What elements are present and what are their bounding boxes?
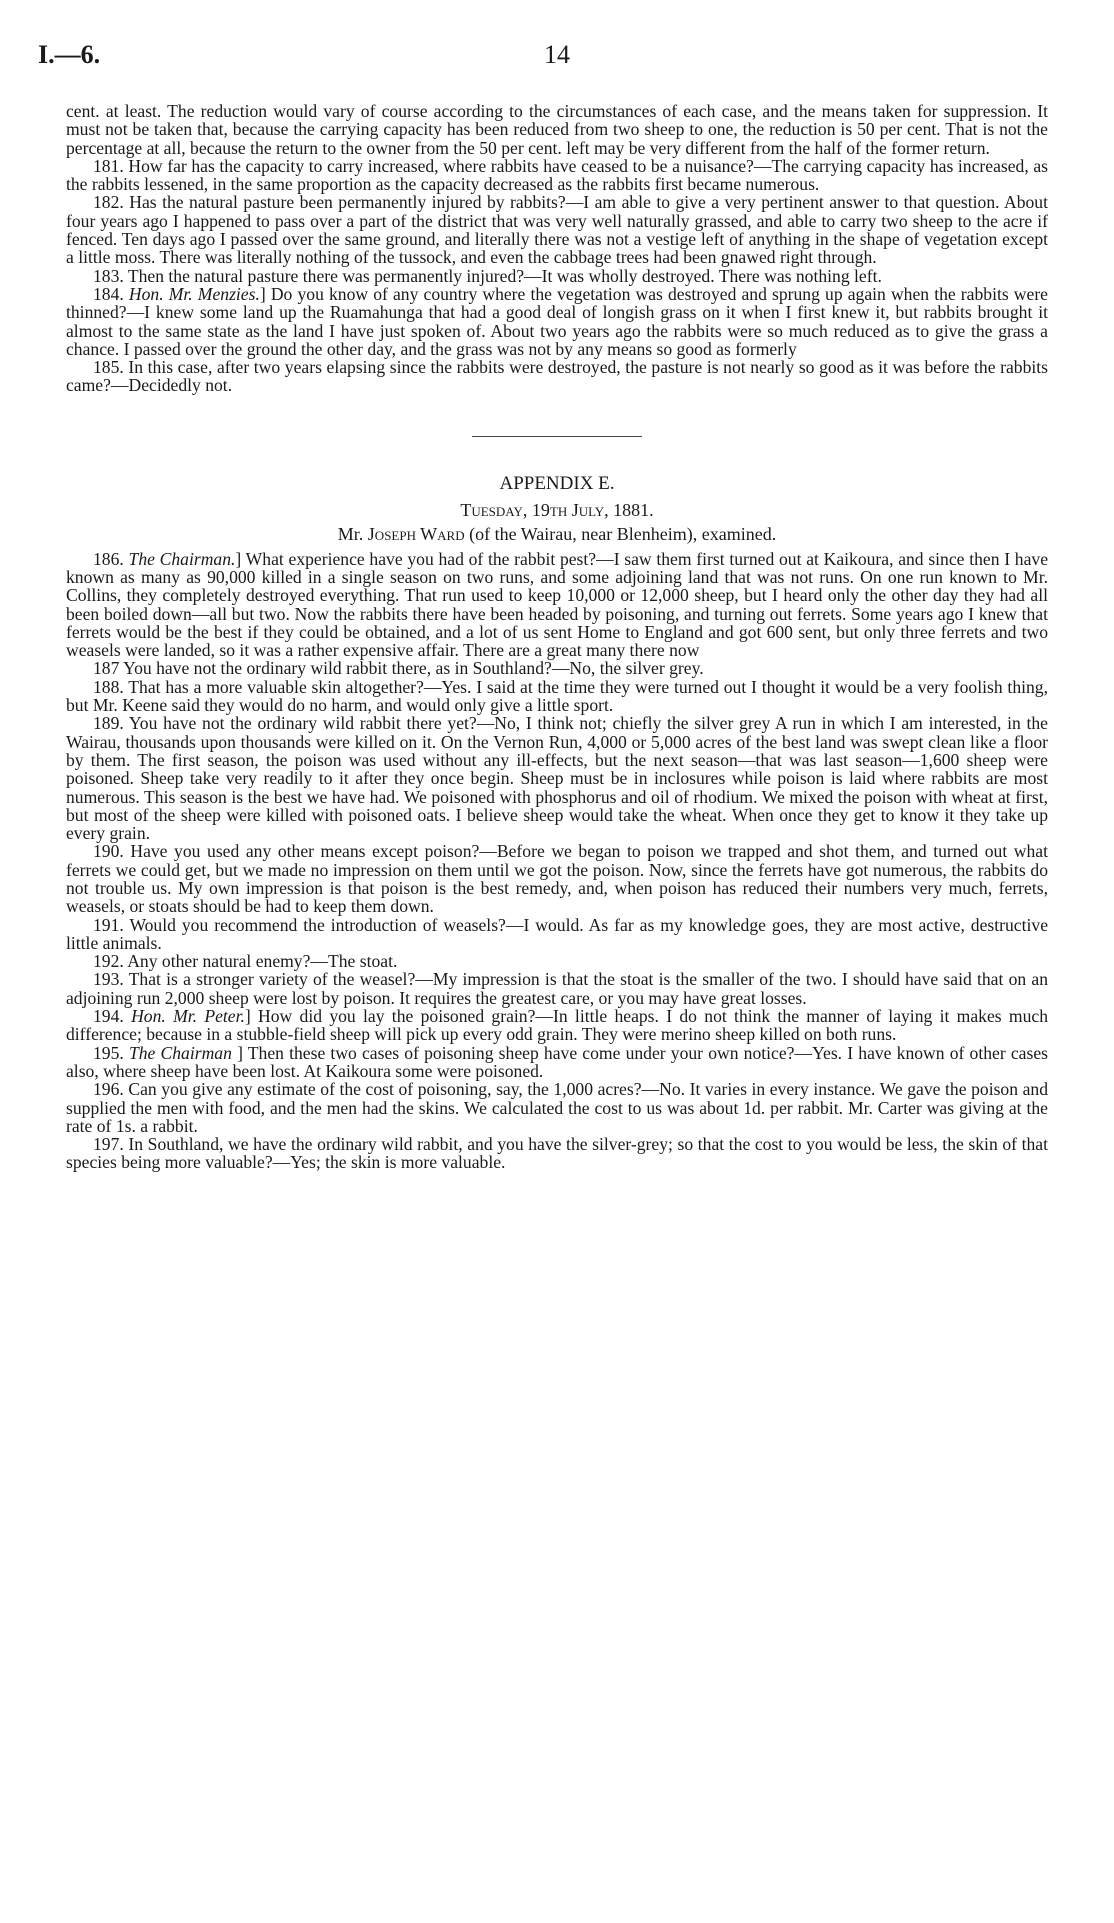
question-184 <box>66 285 1048 358</box>
question-188: 188. That has a more valuable skin altogether?—Yes. I said at the time they were turned out I thought it would be a very foolish thing, but Mr. Keene said they would do no harm, and would only give a little sport. <box>66 676 1048 716</box>
question-181: 181. How far has the capacity to carry increased, where rabbits have ceased to be a nuisance?—The carrying capacity has increased, as the rabbits lessened, in the same proportion as the capacity decreased as the rabbits first became numerous. <box>66 155 1048 195</box>
speaker-bracket: ] <box>235 548 242 569</box>
question-number: 194. <box>93 1006 124 1027</box>
running-head <box>38 40 1048 80</box>
question-195 <box>66 1044 1048 1081</box>
question-text: What experience have you had of the rabbit pest?—I saw them first turned out at Kaikoura, and since then I have known as many as 90,000 killed in a single season on two runs, and some adjoining land that was not runs. On one run known to Mr. Collins, they completely destroyed everything. That run used to keep 10,000 or 12,000 sheep, but I heard only the other day they had all been boiled down—all but two. Now the rabbits there have been headed by poisoning, and turning out ferrets. Some years ago I knew that ferrets would be the best if they could be obtained, and a lot of us sent Home to England and got 600 sent, but only three ferrets and two weasels were landed, so it was a rather expensive affair. There are a great many there now <box>66 548 1049 661</box>
question-194 <box>66 1007 1048 1044</box>
section-divider <box>472 436 642 437</box>
speaker-name: The Chairman <box>128 1042 232 1063</box>
document-reference: I.—6. <box>38 40 101 69</box>
page-number: 14 <box>544 40 570 69</box>
speaker-bracket: ] <box>231 1042 243 1063</box>
witness-prefix: Mr. <box>337 524 368 545</box>
question-186 <box>66 550 1048 660</box>
question-196: 196. Can you give any estimate of the cost of poisoning, say, the 1,000 acres?—No. It varies in every instance. We gave the poison and supplied the men with food, and the men had the skins. We calculated the cost to us was about 1d. per rabbit. Mr. Carter was giving at the rate of 1s. a rabbit. <box>66 1079 1048 1136</box>
continuation-paragraph: cent. at least. The reduction would vary of course according to the circumstances of each case, and the means taken for suppression. It must not be taken that, because the carrying capacity has been reduced from two sheep to one, the reduction is 50 per cent. That is not the percentage at all, because the return to the owner from the 50 per cent. left may be very different from the half of the former return. <box>66 101 1048 158</box>
question-182: 182. Has the natural pasture been permanently injured by rabbits?—I am able to give a very pertinent answer to that question. About four years ago I happened to pass over a part of the district that was very well naturally grassed, and able to carry two sheep to the acre if fenced. Ten days ago I passed over the same ground, and literally there was not a vestige left of anything in the shape of vegetation except a little moss. There was literally nothing of the tussock, and even the cabbage trees had been gnawed right through. <box>66 192 1048 268</box>
body-text <box>66 102 1048 1172</box>
question-192: 192. Any other natural enemy?—The stoat. <box>93 951 398 972</box>
speaker-name: Hon. Mr. Peter. <box>131 1006 245 1027</box>
question-190: 190. Have you used any other means except poison?—Before we began to poison we trapped and shot them, and turned out what ferrets we could get, but we made no impression on them until we got the poison. Now, since the ferrets have got numerous, the rabbits do not trouble us. My own impression is that poison is the best remedy, and, when poison has reduced their numbers very much, ferrets, weasels, or stoats should be had to keep them down. <box>66 841 1048 917</box>
question-189: 189. You have not the ordinary wild rabbit there yet?—No, I think not; chiefly the silver grey A run in which I am interested, in the Wairau, thousands upon thousands were killed on it. On the Vernon Run, 4,000 or 5,000 acres of the best land was swept clean like a floor by them. The first season, the poison was used without any ill-effects, but the next season—that was last season—1,600 sheep were poisoned. Sheep take very readily to it after they once begin. Sheep must be in inclosures while poison is laid where rabbits are most numerous. This season is the best we have had. We poisoned with phosphorus and oil of rhodium. We mixed the poison with wheat at first, but most of the sheep were killed with poisoned oats. I believe sheep would take the wheat. When once they get to know it they take up every grain. <box>66 713 1048 844</box>
page <box>38 40 1049 1173</box>
question-197: 197. In Southland, we have the ordinary wild rabbit, and you have the silver-grey; so that the cost to you would be less, the skin of that species being more valuable?—Yes; the skin is more valuable. <box>66 1134 1048 1173</box>
question-text: Do you know of any country where the vegetation was destroyed and sprung up again when the rabbits were thinned?—I knew some land up the Ruamahunga that had a good deal of longish grass on it when I first knew it, but rabbits brought it almost to the same state as the land I have just spoken of. About two years ago the rabbits were so much reduced as to give the grass a chance. I passed over the ground the other day, and the grass was not by any means so good as formerly <box>66 283 1048 359</box>
appendix-title: APPENDIX E. <box>499 472 615 494</box>
question-191: 191. Would you recommend the introduction of weasels?—I would. As far as my knowledge goes, they are most active, destructive little animals. <box>66 914 1048 953</box>
hearing-date: Tuesday, 19th July, 1881. <box>460 500 654 521</box>
question-187: 187 You have not the ordinary wild rabbit there, as in Southland?—No, the silver grey. <box>93 658 704 679</box>
question-text: How did you lay the poisoned grain?—In little heaps. I do not think the manner of laying it makes much difference; because in a stubble-field sheep will pick up every odd grain. They were merino sheep killed on both runs. <box>66 1006 1048 1045</box>
question-185: 185. In this case, after two years elapsing since the rabbits were destroyed, the pasture is not nearly so good as it was before the rabbits came?—Decidedly not. <box>66 357 1048 396</box>
question-number: 195. <box>93 1042 124 1063</box>
witness-name: Joseph Ward <box>367 524 465 545</box>
speaker-name: The Chairman. <box>128 548 236 569</box>
question-193: 193. That is a stronger variety of the weasel?—My impression is that the stoat is the smaller of the two. I should have said that on an adjoining run 2,000 sheep were lost by poison. It requires the greatest care, or you may have great losses. <box>66 969 1048 1008</box>
question-number: 184. <box>93 283 124 304</box>
question-text: Then these two cases of poisoning sheep have come under your own notice?—Yes. I have known of other cases also, where sheep have been lost. At Kaikoura some were poisoned. <box>66 1042 1048 1081</box>
speaker-name: Hon. Mr. Menzies. <box>128 283 260 304</box>
witness-line <box>66 525 1048 543</box>
witness-suffix: (of the Wairau, near Blenheim), examined. <box>464 524 777 545</box>
speaker-bracket: ] <box>244 1006 251 1027</box>
question-number: 186. <box>93 548 124 569</box>
speaker-bracket: ] <box>259 283 266 304</box>
question-183: 183. Then the natural pasture there was permanently injured?—It was wholly destroyed. There was nothing left. <box>93 265 882 286</box>
